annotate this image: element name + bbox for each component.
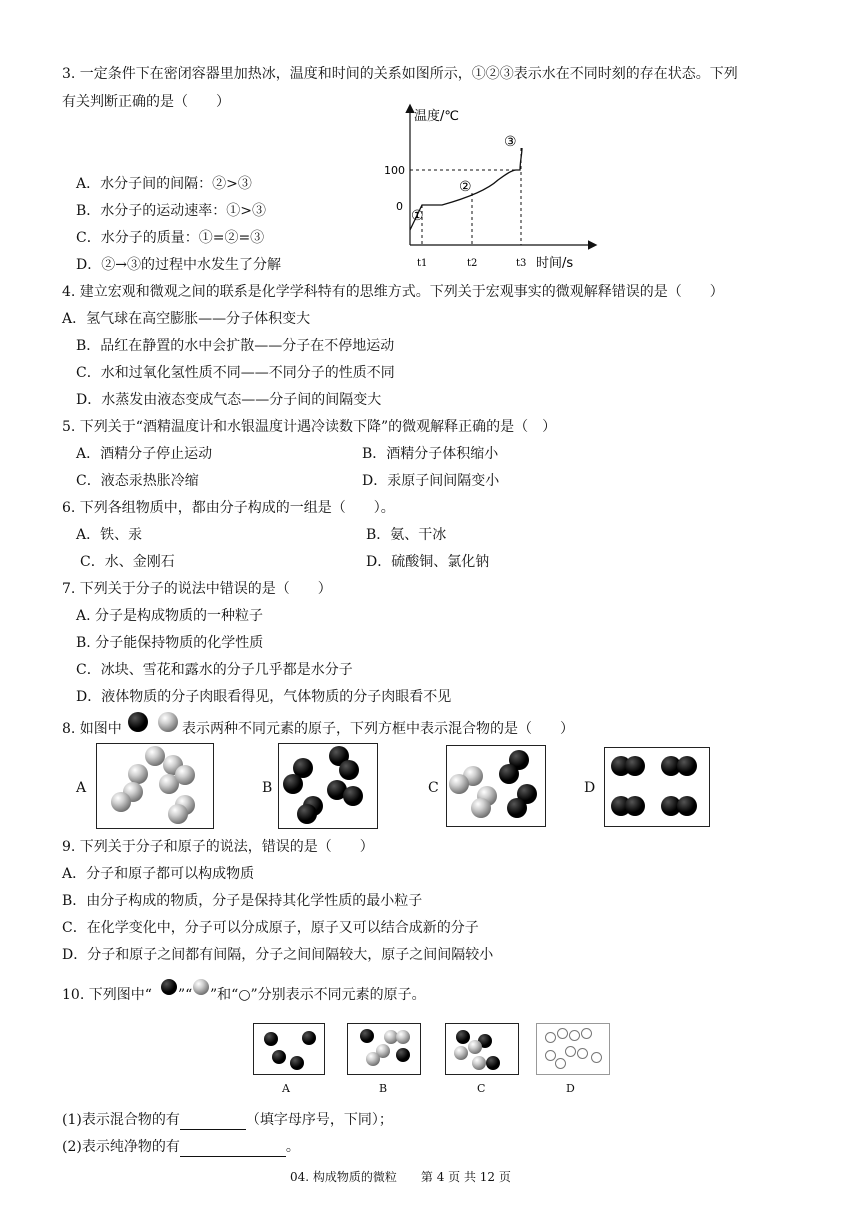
q6-stem: 6. 下列各组物质中，都由分子构成的一组是（ ）。 [62,500,395,516]
black-atom [302,1031,316,1045]
gray-atom [145,746,165,766]
q6-option-a: A．铁、汞 [76,527,143,543]
q10-box-b [347,1023,421,1075]
gray-atom [471,798,491,818]
black-atom [486,1056,500,1070]
q10-sub1-pre: (1)表示混合物的有 [62,1112,180,1128]
black-atom [677,796,697,816]
q10-sub1-blank[interactable] [180,1115,246,1130]
q8-label-b: B [262,780,273,796]
q10-sub1 [62,1110,393,1130]
q10-sub1-post: （填字母序号，下同）； [245,1112,393,1128]
q10-label-c: C [477,1082,486,1095]
black-atom [264,1032,278,1046]
q5-option-c: C．液态汞热胀冷缩 [76,473,199,489]
gray-atom [366,1052,380,1066]
q5-option-d: D．汞原子间间隔变小 [362,473,500,489]
q3-option-b: B．水分子的运动速率：①>③ [76,203,267,219]
graph-y0: 0 [396,200,403,213]
q10-box-a [253,1023,325,1075]
graph-t1: t1 [417,258,428,269]
q8-stem-pre: 8. 如图中 [62,721,122,737]
gray-atom [168,804,188,824]
q9-option-d: D．分子和原子之间都有间隔，分子之间间隔较大，原子之间间隔较小 [62,947,494,963]
q3-stem-line1: 3. 一定条件下在密闭容器里加热冰，温度和时间的关系如图所示，①②③表示水在不同时刻的存在状态。下列 [62,66,738,82]
q3-option-a: A．水分子间的间隔：②>③ [76,176,252,192]
q9-option-b: B．由分子构成的物质，分子是保持其化学性质的最小粒子 [62,893,423,909]
graph-mark-2: ② [459,179,472,195]
q3-option-c: C．水分子的质量：①=②=③ [76,230,265,246]
black-atom [507,798,527,818]
gray-atom [111,792,131,812]
q4-stem: 4. 建立宏观和微观之间的联系是化学学科特有的思维方式。下列关于宏观事实的微观解释错误的是（ ） [62,284,724,300]
black-atom [360,1029,374,1043]
graph-t3: t3 [516,258,527,269]
q10-stem-mid2: ”和“○”分别表示不同元素的原子。 [210,987,426,1003]
black-atom-icon [128,712,148,732]
q3-stem-line2: 有关判断正确的是（ ） [62,94,230,110]
white-atom [591,1052,602,1063]
graph-ylabel: 温度/℃ [414,109,459,124]
black-atom [283,774,303,794]
q10-sub2-post: 。 [285,1139,300,1155]
gray-atom [449,774,469,794]
black-atom [625,756,645,776]
q8-box-a [96,743,214,829]
q5-stem: 5. 下列关于“酒精温度计和水银温度计遇冷读数下降”的微观解释正确的是（ ） [62,419,557,435]
white-atom [545,1032,556,1043]
q3-option-d: D．②→③的过程中水发生了分解 [76,257,281,273]
black-atom [625,796,645,816]
q10-stem-pre: 10. 下列图中“ [62,987,152,1003]
q8-box-d [604,747,710,827]
black-atom [456,1030,470,1044]
q10-label-a: A [282,1082,290,1095]
white-atom [569,1030,580,1041]
q9-option-a: A．分子和原子都可以构成物质 [62,866,255,882]
q8-box-b [278,743,378,829]
gray-atom-icon [158,712,178,732]
graph-t2: t2 [467,258,478,269]
q8-label-d: D [584,780,596,796]
q10-label-d: D [566,1082,575,1095]
black-atom [677,756,697,776]
page-footer: 04. 构成物质的微粒 第 4 页 共 12 页 [290,1170,511,1184]
black-atom [272,1050,286,1064]
white-atom [565,1046,576,1057]
graph-mark-3: ③ [504,134,517,150]
white-atom [545,1050,556,1061]
q4-option-c: C．水和过氧化氢性质不同——不同分子的性质不同 [76,365,395,381]
gray-atom [468,1040,482,1054]
q9-option-c: C．在化学变化中，分子可以分成原子，原子又可以结合成新的分子 [62,920,479,936]
q4-option-b: B．品红在静置的水中会扩散——分子在不停地运动 [76,338,395,354]
q3-temperature-time-graph [380,100,610,275]
black-atom [339,760,359,780]
q6-option-d: D．硫酸铜、氯化钠 [366,554,490,570]
q7-option-c: C．冰块、雪花和露水的分子几乎都是水分子 [76,662,353,678]
q6-option-b: B．氨、干冰 [366,527,447,543]
q8-label-a: A [76,780,87,796]
q10-stem-mid1: ”“ [178,987,193,1003]
q10-sub2-pre: (2)表示纯净物的有 [62,1139,180,1155]
gray-atom [454,1046,468,1060]
q10-sub2-blank[interactable] [180,1142,286,1157]
gray-atom-icon [193,979,209,995]
gray-atom [175,765,195,785]
q10-box-d [536,1023,610,1075]
gray-atom [472,1056,486,1070]
gray-atom [128,764,148,784]
black-atom [297,804,317,824]
q8-box-c [446,745,546,827]
q9-stem: 9. 下列关于分子和原子的说法，错误的是（ ） [62,839,374,855]
q5-option-b: B．酒精分子体积缩小 [362,446,499,462]
gray-atom [396,1030,410,1044]
white-atom [581,1028,592,1039]
q8-label-c: C [428,780,439,796]
black-atom-icon [161,979,177,995]
white-atom [577,1048,588,1059]
q7-option-d: D．液体物质的分子肉眼看得见，气体物质的分子肉眼看不见 [76,689,452,705]
q10-box-c [445,1023,519,1075]
q7-option-b: B. 分子能保持物质的化学性质 [76,635,264,651]
white-atom [555,1058,566,1069]
q7-option-a: A. 分子是构成物质的一种粒子 [76,608,264,624]
black-atom [290,1056,304,1070]
q7-stem: 7. 下列关于分子的说法中错误的是（ ） [62,581,332,597]
black-atom [343,786,363,806]
q10-sub2 [62,1137,300,1157]
q4-option-a: A．氢气球在高空膨胀——分子体积变大 [62,311,311,327]
graph-y100: 100 [384,164,405,177]
q6-option-c: C．水、金刚石 [80,554,175,570]
graph-xlabel: 时间/s [536,256,574,271]
q5-option-a: A．酒精分子停止运动 [76,446,213,462]
q8-stem-post: 表示两种不同元素的原子，下列方框中表示混合物的是（ ） [182,721,574,737]
black-atom [396,1048,410,1062]
white-atom [557,1028,568,1039]
q10-label-b: B [379,1082,388,1095]
black-atom [499,764,519,784]
graph-mark-1: ① [411,208,424,224]
q4-option-d: D．水蒸发由液态变成气态——分子间的间隔变大 [76,392,382,408]
